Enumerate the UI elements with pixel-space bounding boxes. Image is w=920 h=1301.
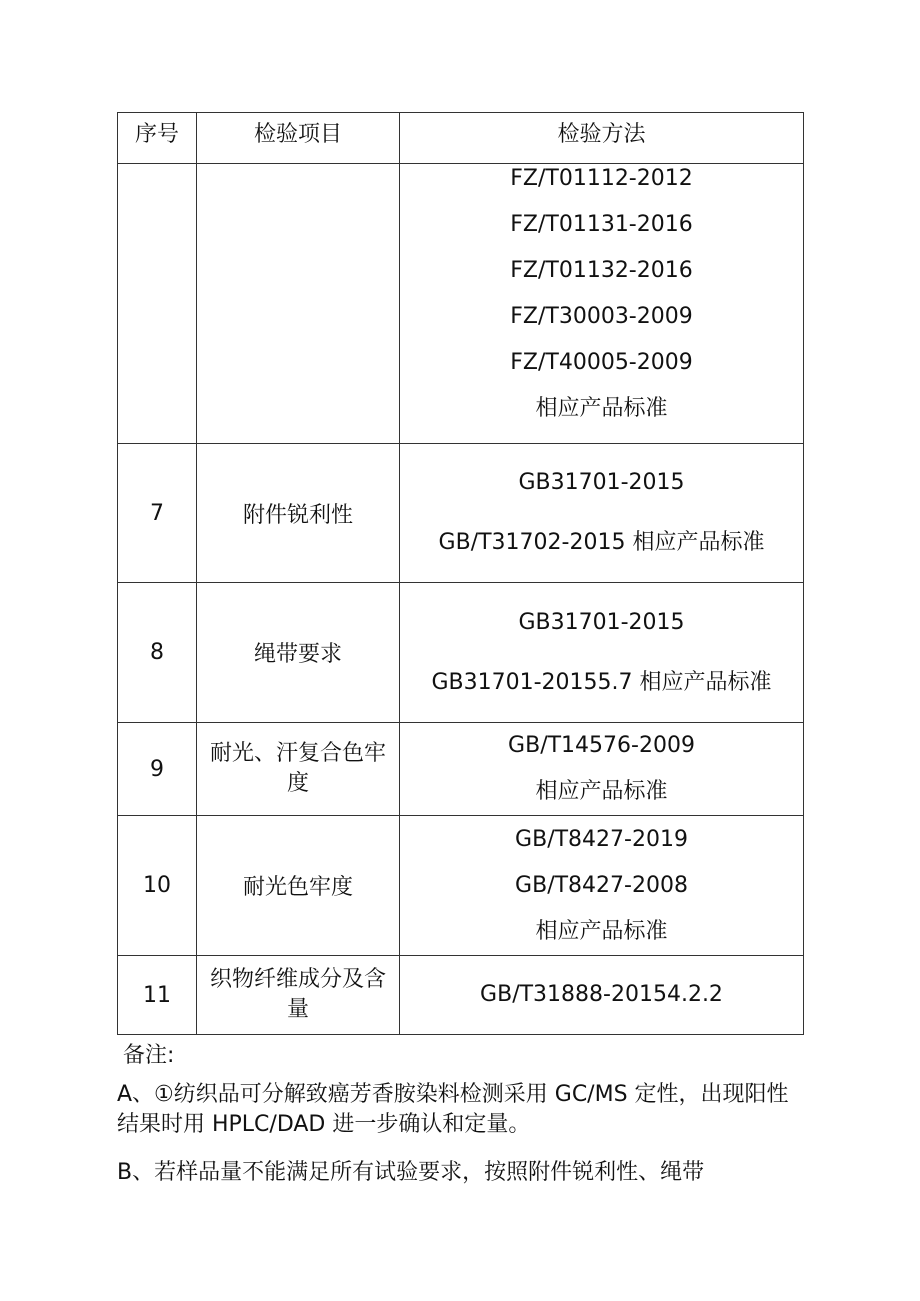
inspection-table [117,112,804,1035]
item-line: 耐光、汗复合色牢 [209,741,386,766]
method-line: 相应产品标准 [535,396,668,421]
row-methods [400,583,804,723]
row-item [197,956,400,1035]
row-no [118,164,197,444]
table-row [118,816,804,956]
header-no: 序号 [118,113,197,164]
row-item [197,164,400,444]
table-header-row [118,113,804,164]
header-method: 检验方法 [400,113,804,164]
method-line: GB/T31888-20154.2.2 [480,982,723,1007]
method-line: FZ/T40005-2009 [510,350,693,375]
row-item: 绳带要求 [197,583,400,723]
method-line: 相应产品标准 [535,918,668,944]
method-line: GB/T14576-2009 [508,733,695,758]
method-line: FZ/T01131-2016 [510,212,693,237]
method-line: GB/T31702-2015 相应产品标准 [438,530,765,555]
row-no: 8 [118,583,197,723]
note-b: B、若样品量不能满足所有试验要求，按照附件锐利性、绳带 [117,1160,705,1185]
table-row [118,723,804,816]
header-item: 检验项目 [197,113,400,164]
method-line: GB31701-2015 [518,609,685,635]
notes-label: 备注: [123,1043,175,1068]
row-no: 11 [118,956,197,1035]
row-methods [400,816,804,956]
table-row [118,956,804,1035]
row-methods [400,956,804,1035]
method-line: GB31701-20155.7 相应产品标准 [431,669,772,695]
item-line: 量 [286,997,309,1022]
method-line: FZ/T01112-2012 [510,166,693,191]
method-line: FZ/T30003-2009 [510,304,693,329]
row-methods [400,723,804,816]
row-item: 附件锐利性 [197,444,400,583]
row-item: 耐光色牢度 [197,816,400,956]
method-line: GB/T8427-2019 [515,826,688,852]
table-row [118,164,804,444]
row-methods [400,444,804,583]
row-no: 9 [118,723,197,816]
method-line: 相应产品标准 [535,779,668,804]
row-item [197,723,400,816]
table-row [118,444,804,583]
method-line: FZ/T01132-2016 [510,258,693,283]
row-no: 7 [118,444,197,583]
method-line: GB/T8427-2008 [515,872,688,898]
item-line: 织物纤维成分及含 [209,967,386,992]
item-line: 度 [286,771,309,796]
note-a: A、①纺织品可分解致癌芳香胺染料检测采用 GC/MS 定性，出现阳性结果时用 HPLC/DAD 进一步确认和定量。 [117,1082,789,1137]
table-row [118,583,804,723]
row-methods [400,164,804,444]
method-line: GB31701-2015 [518,470,685,495]
row-no: 10 [118,816,197,956]
